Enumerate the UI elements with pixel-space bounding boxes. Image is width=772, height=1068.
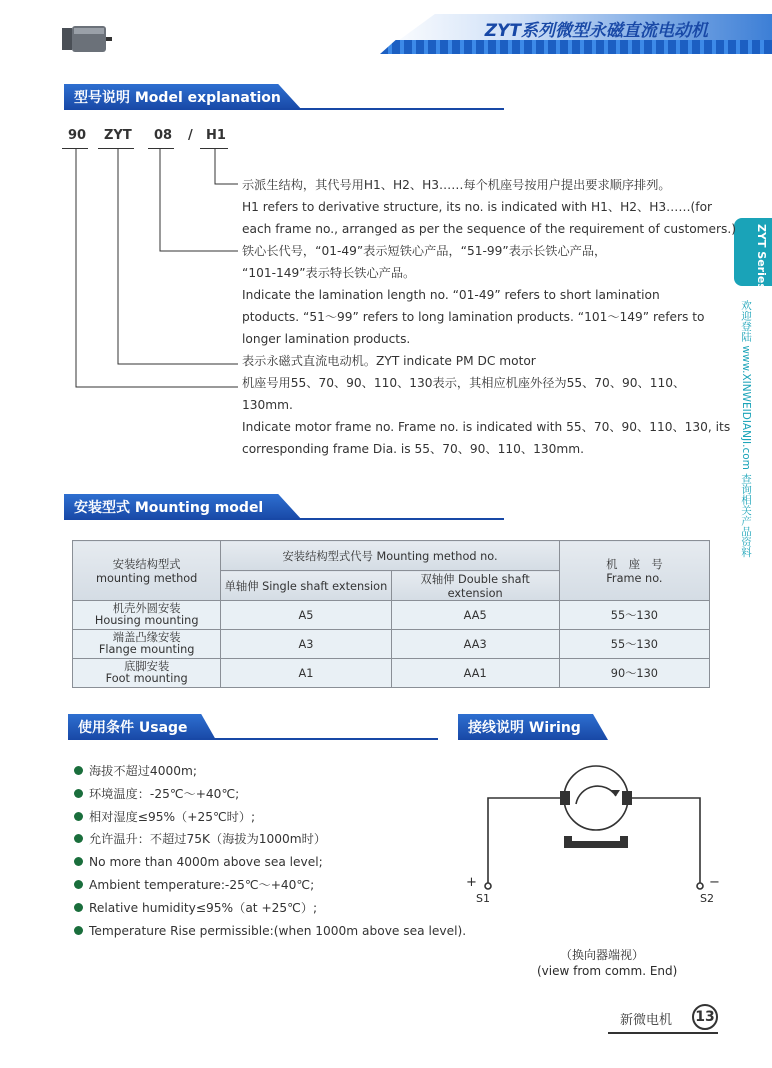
section-wiring-title: 接线说明 Wiring	[468, 720, 581, 736]
terminal-plus: +	[466, 875, 477, 890]
desc-derivative-cn: 示派生结构，其代号用H1、H2、H3……每个机座号按用户提出要求顺序排列。	[242, 178, 671, 192]
bullet-icon	[74, 834, 83, 843]
terminal-s1: S1	[476, 892, 490, 905]
section-mounting-title: 安装型式 Mounting model	[74, 500, 264, 516]
motor-armature-icon	[564, 766, 628, 830]
bullet-icon	[74, 789, 83, 798]
wiring-diagram	[460, 760, 740, 920]
rotation-arrow-icon	[576, 786, 616, 804]
list-item: Relative humidity≤95%（at +25℃）;	[74, 897, 466, 920]
bullet-icon	[74, 766, 83, 775]
list-item: Temperature Rise permissible:(when 1000m above sea level).	[74, 920, 466, 943]
list-item: 相对湿度≤95%（+25℃时）;	[74, 806, 466, 829]
th-mounting-method: 安装结构型式 mounting method	[73, 541, 221, 601]
terminal-s2: S2	[700, 892, 714, 905]
list-item: 允许温升：不超过75K（海拔为1000m时）	[74, 828, 466, 851]
section-usage-title: 使用条件 Usage	[78, 720, 188, 736]
table-row: 端盖凸缘安装 Flange mounting A3 AA3 55～130	[73, 630, 710, 659]
desc-derivative-en-2: each frame no., arranged as per the sequence of the requirement of customers.)	[242, 222, 737, 236]
list-item: No more than 4000m above sea level;	[74, 851, 466, 874]
page-title: ZYT系列微型永磁直流电动机	[484, 21, 708, 41]
th-single-shaft: 单轴伸 Single shaft extension	[221, 571, 391, 601]
desc-length-cn-2: “101-149”表示特长铁心产品。	[242, 266, 416, 280]
bullet-icon	[74, 903, 83, 912]
bullet-icon	[74, 857, 83, 866]
code-separator: /	[188, 128, 193, 143]
table-row: 底脚安装 Foot mounting A1 AA1 90～130	[73, 659, 710, 688]
desc-frame-en-1: Indicate motor frame no. Frame no. is indicated with 55、70、90、110、130, its	[242, 420, 731, 434]
desc-frame-en-2: corresponding frame Dia. is 55、70、90、110、130mm.	[242, 442, 584, 456]
mounting-table	[72, 540, 710, 688]
list-item: 环境温度：-25℃～+40℃;	[74, 783, 466, 806]
brush-left	[560, 791, 570, 805]
bullet-icon	[74, 812, 83, 821]
desc-frame-cn-1: 机座号用55、70、90、110、130表示，其相应机座外径为55、70、90、110、	[242, 376, 686, 390]
desc-length-en-2: ptoducts. “51～99” refers to long lamination products. “101～149” refers to	[242, 310, 705, 324]
list-item: Ambient temperature:-25℃～+40℃;	[74, 874, 466, 897]
terminal-minus: −	[709, 875, 720, 890]
code-frame: 90	[68, 128, 87, 143]
usage-list	[74, 760, 466, 942]
model-description	[242, 174, 736, 460]
bullet-icon	[74, 880, 83, 889]
footer-rule	[608, 1032, 718, 1034]
wiring-caption-cn: （换向器端视）	[560, 948, 645, 962]
th-method-no: 安装结构型式代号 Mounting method no.	[221, 541, 559, 571]
code-zyt: ZYT	[104, 128, 132, 143]
bullet-icon	[74, 926, 83, 935]
list-item: 海拔不超过4000m;	[74, 760, 466, 783]
footer-brand: 新微电机	[620, 1013, 673, 1028]
th-double-shaft: 双轴伸 Double shaft extension	[391, 571, 559, 601]
section-model-title: 型号说明 Model explanation	[74, 90, 281, 106]
series-tab-label: ZYT Series	[755, 224, 768, 290]
desc-frame-cn-2: 130mm.	[242, 398, 293, 412]
page-number: 13	[692, 1004, 718, 1030]
table-row: 机壳外圆安装 Housing mounting A5 AA5 55～130	[73, 601, 710, 630]
desc-length-cn-1: 铁心长代号，“01-49”表示短铁心产品，“51-99”表示长铁心产品，	[242, 244, 607, 258]
brush-right	[622, 791, 632, 805]
th-frame-no: 机 座 号 Frame no.	[559, 541, 709, 601]
desc-length-en-3: longer lamination products.	[242, 332, 411, 346]
desc-derivative-en-1: H1 refers to derivative structure, its no. is indicated with H1、H2、H3……(for	[242, 200, 713, 214]
website-vertical-text: 欢迎登陆 www.XINWEIDIANJI.com 查询相关产品资料	[740, 300, 752, 558]
desc-zyt: 表示永磁式直流电动机。ZYT indicate PM DC motor	[242, 354, 536, 368]
code-length: 08	[154, 128, 173, 143]
desc-length-en-1: Indicate the lamination length no. “01-49” refers to short lamination	[242, 288, 660, 302]
code-derivative: H1	[206, 128, 226, 143]
wiring-caption-en: (view from comm. End)	[537, 964, 678, 978]
magnet-icon	[564, 836, 628, 848]
